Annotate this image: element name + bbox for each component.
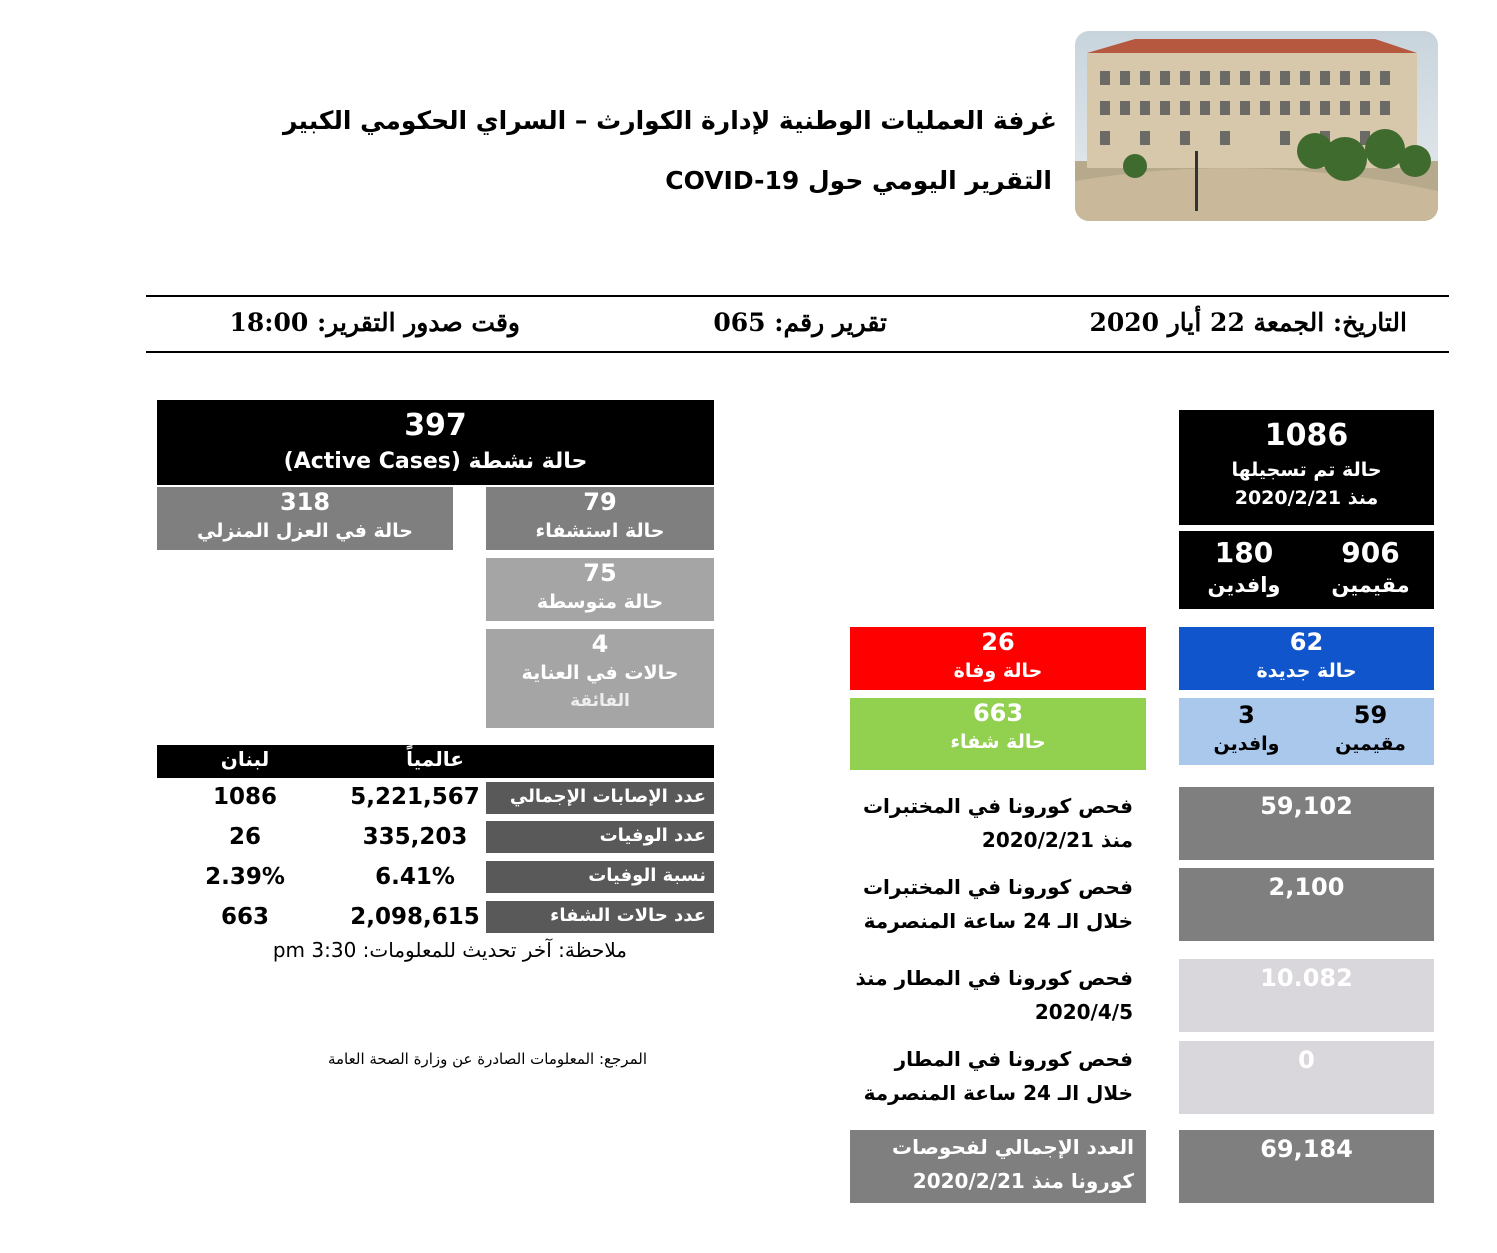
test-label-line2: خلال الـ 24 ساعة المنصرمة [863, 1081, 1133, 1105]
test-value: 69,184 [1260, 1135, 1353, 1163]
new-arrivals [1179, 700, 1314, 758]
test-label-line1: العدد الإجمالي لفحوصات [891, 1135, 1134, 1159]
total-cases-box [1179, 410, 1434, 525]
test-label-line1: فحص كورونا في المطار منذ [855, 966, 1133, 990]
new-cases-breakdown [1179, 698, 1434, 765]
new-residents [1307, 700, 1434, 758]
new-cases-box [1179, 627, 1434, 690]
moderate-value: 75 [583, 559, 617, 587]
compare-row-label-cases: عدد الإصابات الإجمالي [486, 782, 714, 814]
test-label-lab-total [833, 789, 1133, 857]
test-label-line2: خلال الـ 24 ساعة المنصرمة [863, 909, 1133, 933]
compare-world-deaths: 335,203 [362, 824, 468, 850]
moderate-label: حالة متوسطة [536, 591, 664, 613]
compare-col-world: عالمياً [406, 747, 464, 771]
total-arrivals-value: 180 [1214, 536, 1274, 569]
recovered-label: حالة شفاء [950, 731, 1046, 753]
active-cases-box [157, 400, 714, 485]
deaths-value: 26 [981, 628, 1015, 656]
hospitalized-value: 79 [583, 488, 617, 516]
test-label-line1: فحص كورونا في المختبرات [862, 875, 1133, 899]
test-value: 2,100 [1268, 873, 1345, 901]
new-residents-value: 59 [1353, 701, 1388, 729]
test-label-airport-total [813, 961, 1133, 1029]
total-residents [1307, 535, 1434, 599]
test-value-box-lab-24h [1179, 868, 1434, 941]
source-note: المرجع: المعلومات الصادرة عن وزارة الصحة العامة [327, 1050, 647, 1068]
total-cases-value: 1086 [1264, 418, 1349, 453]
home-isolation-label: حالة في العزل المنزلي [197, 520, 413, 542]
test-label-line1: فحص كورونا في المطار [894, 1047, 1133, 1071]
moderate-box [486, 558, 714, 621]
test-value: 10.082 [1260, 964, 1353, 992]
test-value: 0 [1298, 1046, 1315, 1074]
home-isolation-value: 318 [279, 488, 331, 516]
total-residents-label: مقيمين [1331, 573, 1410, 597]
compare-col-lebanon: لبنان [220, 747, 270, 771]
active-cases-label: حالة نشطة (Active Cases) [283, 449, 588, 474]
compare-row-label-deaths: عدد الوفيات [486, 821, 714, 853]
total-arrivals-label: وافدين [1207, 573, 1281, 597]
total-arrivals [1179, 535, 1309, 599]
active-cases-value: 397 [404, 408, 467, 443]
header-title-line1: غرفة العمليات الوطنية لإدارة الكوارث – السراي الحكومي الكبير [282, 106, 1057, 135]
compare-row-label-recovered: عدد حالات الشفاء [486, 901, 714, 933]
top-rule [146, 295, 1449, 297]
serail-building-photo [1075, 31, 1438, 221]
test-label-lab-24h [813, 870, 1133, 938]
new-arrivals-label: وافدين [1213, 733, 1280, 755]
new-cases-label: حالة جديدة [1256, 660, 1357, 682]
test-label-line2: منذ 2020/2/21 [981, 828, 1133, 852]
icu-box [486, 629, 714, 728]
compare-lebanon-deaths: 26 [228, 824, 261, 850]
test-label-line2: كورونا منذ 2020/2/21 [912, 1169, 1134, 1193]
deaths-label: حالة وفاة [953, 660, 1043, 682]
home-isolation-box [157, 487, 453, 550]
compare-lebanon-death-rate: 2.39% [205, 864, 285, 890]
hospitalized-label: حالة استشفاء [535, 520, 665, 542]
test-label-grand-total [850, 1130, 1146, 1203]
report-issue-time: وقت صدور التقرير: 18:00 [229, 308, 520, 337]
compare-lebanon-cases: 1086 [212, 784, 277, 810]
compare-world-recovered: 2,098,615 [350, 904, 480, 930]
new-arrivals-value: 3 [1238, 701, 1255, 729]
total-breakdown-box [1179, 531, 1434, 609]
bottom-rule [146, 351, 1449, 353]
recovered-value: 663 [972, 699, 1024, 727]
compare-world-cases: 5,221,567 [350, 784, 480, 810]
total-cases-label2: منذ 2020/2/21 [1234, 487, 1379, 509]
report-date: التاريخ: الجمعة 22 أيار 2020 [1089, 308, 1407, 337]
total-cases-label1: حالة تم تسجيلها [1231, 459, 1382, 481]
report-number: تقرير رقم: 065 [713, 308, 887, 337]
new-residents-label: مقيمين [1335, 733, 1406, 755]
test-value-box-airport-24h [1179, 1041, 1434, 1114]
compare-row-label-death-rate: نسبة الوفيات [486, 861, 714, 893]
icu-value: 4 [591, 630, 609, 658]
hospitalized-box [486, 487, 714, 550]
test-label-line2: 2020/4/5 [1034, 1000, 1133, 1024]
compare-lebanon-recovered: 663 [220, 904, 269, 930]
test-label-airport-24h [813, 1042, 1133, 1110]
test-value-box-grand-total [1179, 1130, 1434, 1203]
compare-note: ملاحظة: آخر تحديث للمعلومات: 3:30 pm [272, 938, 627, 962]
compare-world-death-rate: 6.41% [375, 864, 455, 890]
icu-label-1: حالات في العناية [521, 662, 679, 684]
header-title-line2: التقرير اليومي حول COVID-19 [665, 166, 1052, 195]
test-label-line1: فحص كورونا في المختبرات [862, 794, 1133, 818]
test-value-box-lab-total [1179, 787, 1434, 860]
deaths-box [850, 627, 1146, 690]
new-cases-value: 62 [1289, 628, 1324, 656]
test-value: 59,102 [1260, 792, 1353, 820]
test-value-box-airport-total [1179, 959, 1434, 1032]
icu-label-2: الفائقة [570, 691, 630, 711]
recovered-box [850, 698, 1146, 770]
total-residents-value: 906 [1341, 536, 1400, 569]
